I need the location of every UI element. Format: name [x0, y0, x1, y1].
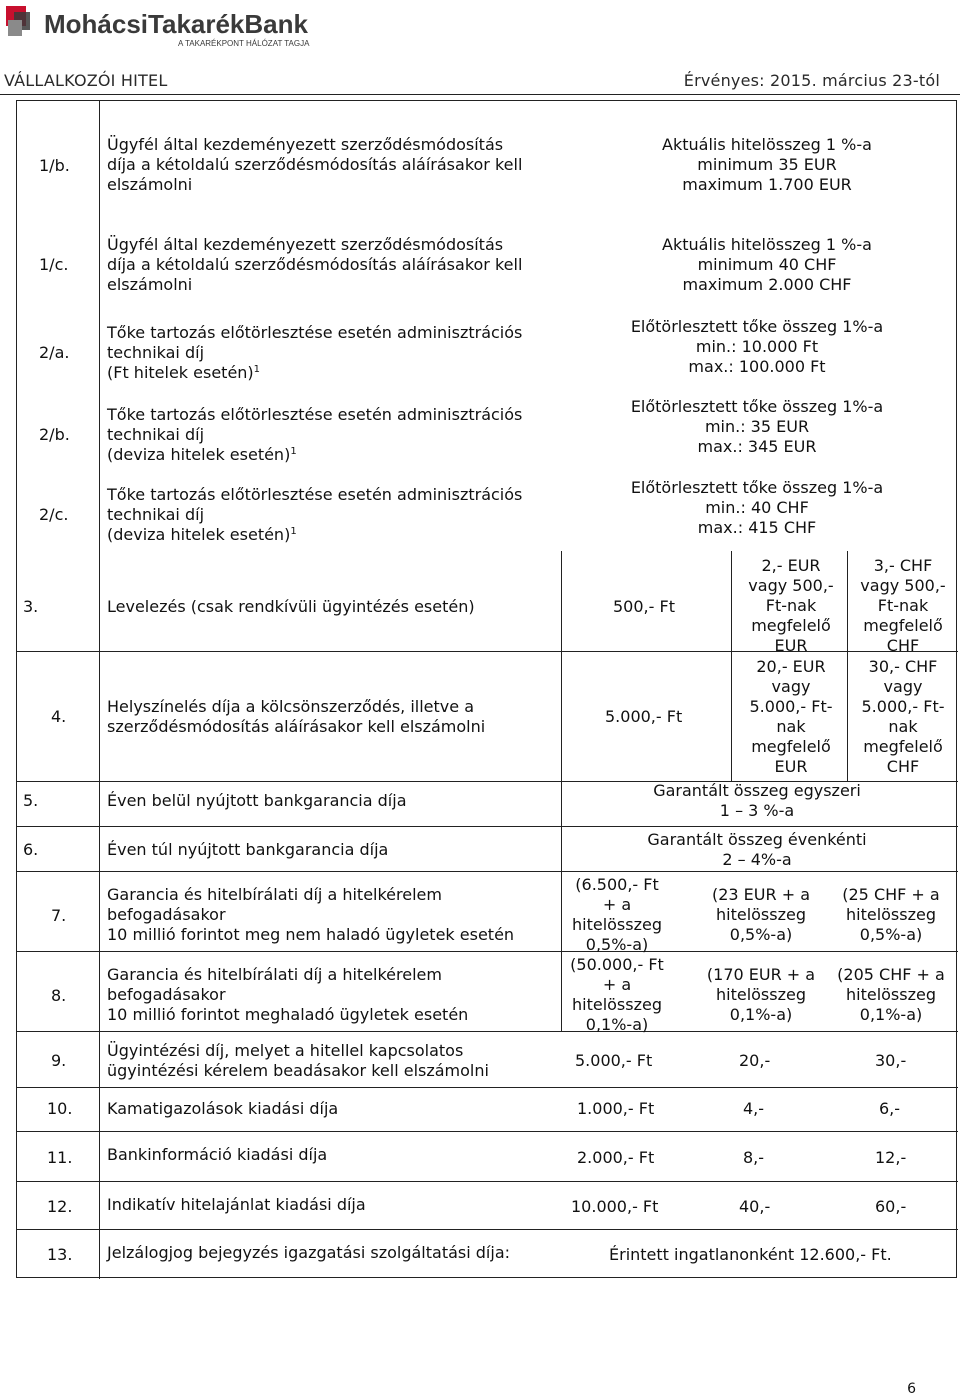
row-chf: 60,-: [875, 1197, 907, 1216]
row-desc: Kamatigazolások kiadási díja: [107, 1099, 339, 1118]
svg-text:MohácsiTakarékBank: MohácsiTakarékBank: [44, 9, 308, 39]
row-num: 7.: [51, 906, 67, 925]
row-rule: [17, 1181, 958, 1182]
row-chf: (25 CHF + a hitelösszeg 0,5%-a): [842, 885, 940, 944]
row-rule: [17, 1031, 958, 1032]
row-ft: 5.000,- Ft: [575, 1051, 653, 1070]
row-rule: [17, 826, 958, 827]
page-number: 6: [907, 1381, 916, 1397]
row-desc: Tőke tartozás előtörlesztése esetén adminisztrációs technikai díj (deviza hitelek esetén)$^1$: [107, 485, 523, 544]
row-value: Előtörlesztett tőke összeg 1%-a min.: 10.000 Ft max.: 100.000 Ft: [630, 317, 884, 376]
row-chf: 30,- CHF vagy 5.000,- Ft- nak megfelelő CHF: [861, 657, 945, 776]
row-rule: [17, 1131, 958, 1132]
row-num: 2/a.: [39, 343, 70, 362]
row-desc: Garancia és hitelbírálati díj a hitelkérelem befogadásakor 10 millió forintot meghaladó ügyletek esetén: [107, 965, 469, 1024]
row-num: 3.: [23, 597, 39, 616]
row-chf: 3,- CHF vagy 500,- Ft-nak megfelelő CHF: [860, 556, 946, 655]
row-chf: (205 CHF + a hitelösszeg 0,1%-a): [837, 965, 945, 1024]
row-num: 11.: [47, 1148, 73, 1167]
row-ft: 1.000,- Ft: [577, 1099, 655, 1118]
header-rule: [0, 94, 960, 95]
fee-table: [16, 100, 957, 1278]
bank-logo: [0, 0, 320, 56]
row-value: Aktuális hitelösszeg 1 %-a minimum 40 CHF maximum 2.000 CHF: [662, 235, 872, 294]
svg-text:A TAKARÉKPONT HÁLÓZAT TAGJA: A TAKARÉKPONT HÁLÓZAT TAGJA: [178, 39, 310, 48]
row-desc: Garancia és hitelbírálati díj a hitelkérelem befogadásakor 10 millió forintot meg nem haladó ügyletek esetén: [107, 885, 515, 944]
row-chf: 12,-: [875, 1148, 907, 1167]
row-desc: Ügyintézési díj, melyet a hitellel kapcsolatos ügyintézési kérelem beadásakor kell elszámolni: [107, 1041, 489, 1080]
row-num: 1/b.: [39, 156, 70, 175]
row-eur: 20,-: [739, 1051, 771, 1070]
row-ft: (50.000,- Ft + a hitelösszeg 0,1%-a): [570, 955, 664, 1034]
row-desc: Tőke tartozás előtörlesztése esetén adminisztrációs technikai díj (Ft hitelek esetén)$^1$: [107, 323, 523, 382]
row-desc: Bankinformáció kiadási díja: [107, 1145, 328, 1164]
row-num: 10.: [47, 1099, 73, 1118]
row-chf: 6,-: [879, 1099, 901, 1118]
row-desc: Ügyfél által kezdeményezett szerződésmódosítás díja a kétoldalú szerződésmódosítás aláírásakor kell elszámolni: [107, 135, 523, 194]
row-ft: (6.500,- Ft + a hitelösszeg 0,5%-a): [571, 875, 662, 954]
row-desc: Éven túl nyújtott bankgarancia díja: [107, 840, 389, 859]
row-eur: (23 EUR + a hitelösszeg 0,5%-a): [711, 885, 810, 944]
row-num: 5.: [23, 791, 39, 810]
header-left: VÁLLALKOZÓI HITEL: [4, 71, 168, 90]
row-num: 6.: [23, 840, 39, 859]
row-value: Garantált összeg egyszeri 1 – 3 %-a: [653, 781, 861, 820]
row-ft: 10.000,- Ft: [571, 1197, 659, 1216]
row-ft: 2.000,- Ft: [577, 1148, 655, 1167]
row-eur: 2,- EUR vagy 500,- Ft-nak megfelelő EUR: [748, 556, 834, 655]
row-rule: [17, 1229, 958, 1230]
row-rule: [17, 951, 958, 952]
row-value: Előtörlesztett tőke összeg 1%-a min.: 40 CHF max.: 415 CHF: [630, 478, 884, 537]
row-num: 9.: [51, 1051, 67, 1070]
row-num: 13.: [47, 1245, 73, 1264]
row-num: 8.: [51, 986, 67, 1005]
header-validity: Érvényes: 2015. március 23-tól: [683, 71, 940, 90]
row-num: 2/c.: [39, 505, 69, 524]
row-value: Érintett ingatlanonként 12.600,- Ft.: [609, 1245, 892, 1264]
col-divider-chf: [847, 551, 848, 781]
row-num: 4.: [51, 707, 67, 726]
row-desc: Ügyfél által kezdeményezett szerződésmódosítás díja a kétoldalú szerződésmódosítás aláírásakor kell elszámolni: [107, 235, 523, 294]
row-eur: (170 EUR + a hitelösszeg 0,1%-a): [706, 965, 816, 1024]
row-eur: 4,-: [743, 1099, 765, 1118]
logo-mark-icon: [6, 6, 30, 36]
row-desc: Levelezés (csak rendkívüli ügyintézés esetén): [107, 597, 475, 616]
row-rule: [17, 871, 958, 872]
row-ft: 500,- Ft: [613, 597, 675, 616]
row-chf: 30,-: [875, 1051, 907, 1070]
row-ft: 5.000,- Ft: [605, 707, 683, 726]
row-value: Garantált összeg évenkénti 2 – 4%-a: [647, 830, 867, 869]
row-num: 12.: [47, 1197, 73, 1216]
row-eur: 20,- EUR vagy 5.000,- Ft- nak megfelelő EUR: [749, 657, 833, 776]
col-divider-num: [99, 101, 100, 1279]
row-desc: Jelzálogjog bejegyzés igazgatási szolgáltatási díja:: [107, 1243, 511, 1262]
row-num: 2/b.: [39, 425, 70, 444]
row-desc: Éven belül nyújtott bankgarancia díja: [107, 791, 407, 810]
row-value: Aktuális hitelösszeg 1 %-a minimum 35 EUR maximum 1.700 EUR: [662, 135, 872, 194]
row-rule: [17, 1087, 958, 1088]
col-divider-eur: [731, 551, 732, 781]
row-num: 1/c.: [39, 255, 69, 274]
row-desc: Indikatív hitelajánlat kiadási díja: [107, 1195, 366, 1214]
col-divider-ft: [561, 551, 562, 891]
row-value: Előtörlesztett tőke összeg 1%-a min.: 35 EUR max.: 345 EUR: [630, 397, 884, 456]
row-desc: Tőke tartozás előtörlesztése esetén adminisztrációs technikai díj (deviza hitelek esetén)$^1$: [107, 405, 523, 464]
row-desc: Helyszínelés díja a kölcsönszerződés, illetve a szerződésmódosítás aláírásakor kell elszámolni: [107, 697, 486, 736]
row-eur: 40,-: [739, 1197, 771, 1216]
row-eur: 8,-: [743, 1148, 765, 1167]
